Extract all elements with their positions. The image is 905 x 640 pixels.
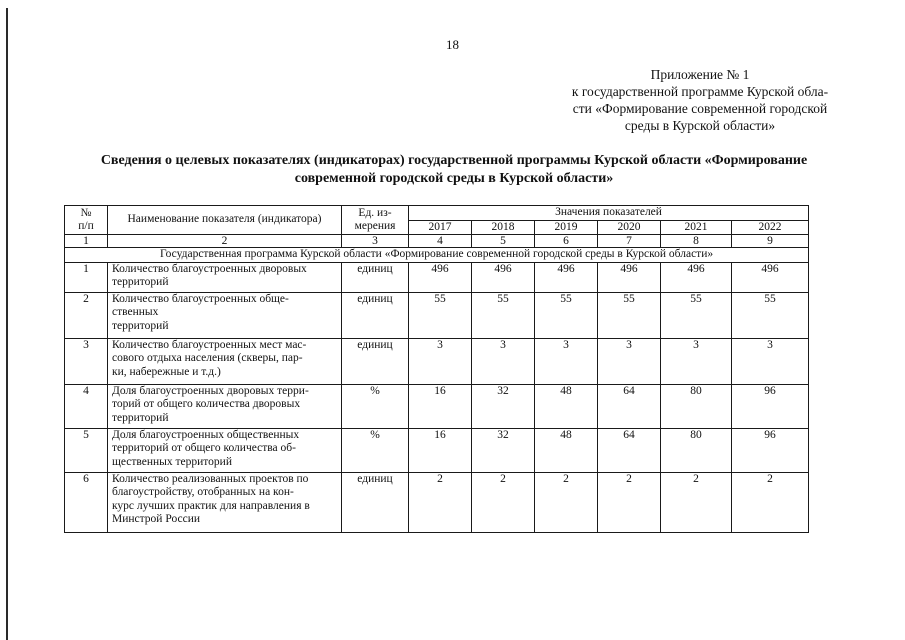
row-unit: единиц — [342, 262, 409, 292]
row-value: 496 — [409, 262, 472, 292]
row-value: 2 — [732, 472, 809, 532]
row-value: 3 — [732, 338, 809, 384]
row-value: 2 — [472, 472, 535, 532]
header-unit-line: Ед. из- — [358, 206, 392, 219]
title-line: современной городской среды в Курской области» — [294, 171, 614, 186]
row-unit: % — [342, 384, 409, 428]
row-value: 48 — [535, 428, 598, 472]
row-value: 55 — [535, 292, 598, 338]
row-name-line: курс лучших практик для направления в — [112, 499, 310, 512]
row-value: 64 — [598, 384, 661, 428]
row-value: 55 — [409, 292, 472, 338]
title-line: Сведения о целевых показателях (индикаторах) государственной программы Курской области «Формирование — [100, 153, 808, 168]
row-value: 55 — [661, 292, 732, 338]
row-value: 496 — [472, 262, 535, 292]
row-value: 48 — [535, 384, 598, 428]
row-num: 2 — [65, 292, 108, 338]
header-unit — [342, 206, 409, 235]
row-value: 2 — [535, 472, 598, 532]
row-name — [108, 292, 342, 338]
row-unit: единиц — [342, 472, 409, 532]
row-num: 5 — [65, 428, 108, 472]
row-unit: % — [342, 428, 409, 472]
table-row — [65, 428, 809, 472]
row-name — [108, 338, 342, 384]
row-name — [108, 262, 342, 292]
header-year: 2021 — [661, 220, 732, 235]
row-value: 96 — [732, 384, 809, 428]
section-title: Государственная программа Курской области «Формирование современной городской среды в Курской области» — [65, 248, 809, 263]
appendix-line: Приложение № 1 — [650, 67, 750, 82]
row-value: 55 — [472, 292, 535, 338]
header-row-top — [65, 206, 809, 221]
table-row — [65, 262, 809, 292]
column-index-row — [65, 235, 809, 248]
row-name-line: Количество реализованных проектов по — [112, 472, 309, 485]
row-name-line: сового отдыха населения (скверы, пар- — [112, 352, 303, 364]
row-num: 3 — [65, 338, 108, 384]
table-row — [65, 292, 809, 338]
row-value: 16 — [409, 384, 472, 428]
column-index: 7 — [598, 235, 661, 248]
row-value: 3 — [535, 338, 598, 384]
row-value: 80 — [661, 428, 732, 472]
row-value: 2 — [661, 472, 732, 532]
row-value: 496 — [732, 262, 809, 292]
header-year: 2020 — [598, 220, 661, 235]
row-name — [108, 472, 342, 532]
row-value: 496 — [535, 262, 598, 292]
row-value: 3 — [661, 338, 732, 384]
row-num: 6 — [65, 472, 108, 532]
header-year: 2018 — [472, 220, 535, 235]
row-num: 4 — [65, 384, 108, 428]
column-index: 6 — [535, 235, 598, 248]
appendix-line: к государственной программе Курской обла- — [571, 84, 829, 99]
row-value: 55 — [732, 292, 809, 338]
table-row — [65, 338, 809, 384]
row-name-line: торий от общего количества дворовых — [112, 398, 301, 410]
row-num: 1 — [65, 262, 108, 292]
column-index: 4 — [409, 235, 472, 248]
row-value: 2 — [409, 472, 472, 532]
scan-edge-shadow — [6, 8, 8, 640]
appendix-line: среды в Курской области» — [624, 118, 776, 133]
column-index: 8 — [661, 235, 732, 248]
row-value: 55 — [598, 292, 661, 338]
row-name — [108, 384, 342, 428]
row-value: 16 — [409, 428, 472, 472]
row-name-line: Количество благоустроенных обще- — [112, 292, 289, 305]
row-name-line: щественных территорий — [112, 455, 232, 468]
row-unit: единиц — [342, 338, 409, 384]
row-name-line: территорий — [112, 319, 169, 332]
row-name-line: территорий — [112, 276, 169, 288]
row-value: 96 — [732, 428, 809, 472]
header-num-line: № — [80, 206, 92, 219]
header-num — [65, 206, 108, 235]
header-name: Наименование показателя (индикатора) — [108, 206, 342, 235]
row-name-line: ки, набережные и т.д.) — [112, 365, 221, 378]
row-name-line: Количество благоустроенных мест мас- — [112, 338, 307, 351]
section-row — [65, 248, 809, 263]
row-value: 2 — [598, 472, 661, 532]
header-year: 2017 — [409, 220, 472, 235]
row-name-line: благоустройству, отобранных на кон- — [112, 486, 294, 498]
row-name-line: Доля благоустроенных общественных — [112, 428, 300, 441]
row-name-line: территорий — [112, 411, 169, 424]
row-value: 80 — [661, 384, 732, 428]
header-unit-line: мерения — [354, 220, 396, 232]
column-index: 5 — [472, 235, 535, 248]
row-name — [108, 428, 342, 472]
row-unit: единиц — [342, 292, 409, 338]
column-index: 2 — [108, 235, 342, 248]
column-index: 3 — [342, 235, 409, 248]
header-values-group: Значения показателей — [409, 206, 809, 221]
appendix-line: сти «Формирование современной городской — [572, 101, 828, 116]
table-row — [65, 472, 809, 532]
row-name-line: Доля благоустроенных дворовых терри- — [112, 384, 309, 397]
row-value: 32 — [472, 384, 535, 428]
row-value: 3 — [409, 338, 472, 384]
row-value: 496 — [598, 262, 661, 292]
row-name-line: ственных — [112, 306, 159, 318]
header-num-line: п/п — [78, 220, 94, 232]
table-row — [65, 384, 809, 428]
row-name-line: территорий от общего количества об- — [112, 442, 296, 454]
column-index: 1 — [65, 235, 108, 248]
page-number: 18 — [446, 37, 459, 52]
row-name-line: Минстрой России — [112, 513, 200, 525]
row-value: 32 — [472, 428, 535, 472]
row-value: 64 — [598, 428, 661, 472]
appendix-note — [540, 66, 860, 134]
header-year: 2022 — [732, 220, 809, 235]
row-value: 3 — [598, 338, 661, 384]
row-name-line: Количество благоустроенных дворовых — [112, 262, 307, 275]
row-value: 3 — [472, 338, 535, 384]
indicators-table — [64, 205, 809, 533]
header-year: 2019 — [535, 220, 598, 235]
row-value: 496 — [661, 262, 732, 292]
column-index: 9 — [732, 235, 809, 248]
document-title — [40, 152, 868, 188]
